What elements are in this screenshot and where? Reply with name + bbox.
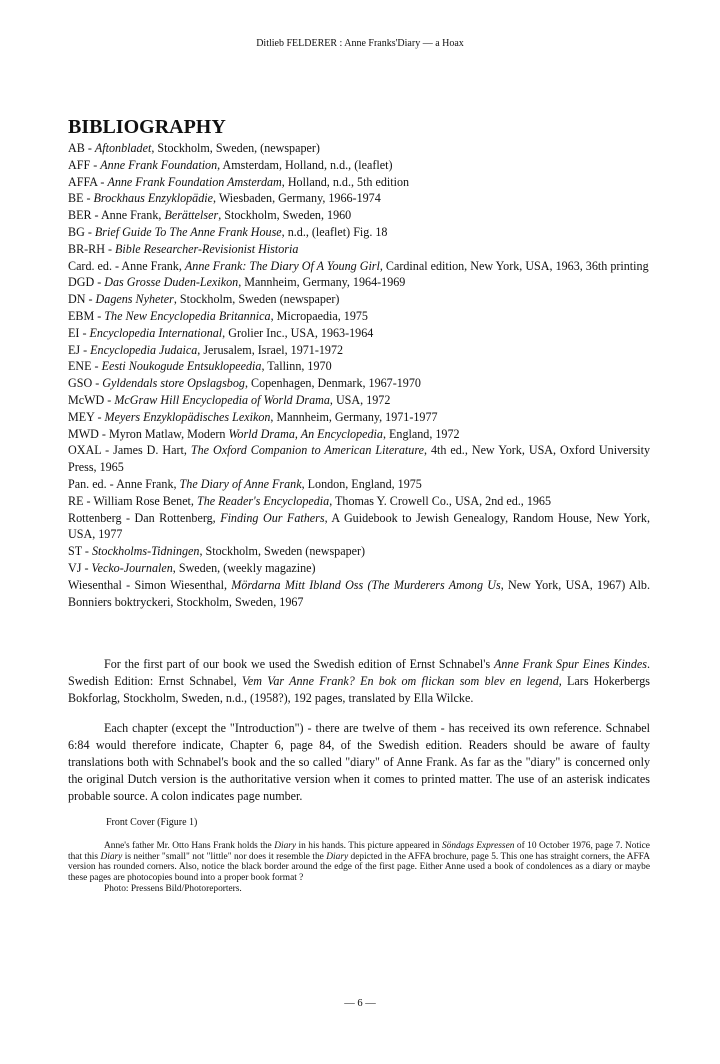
bibliography-title: BIBLIOGRAPHY	[68, 116, 226, 138]
figure-caption-block	[68, 818, 650, 895]
entry-title: Stockholms-Tidningen	[91, 544, 200, 559]
bibliography-list	[68, 140, 650, 610]
entry-abbreviation: Pan. ed.	[68, 476, 107, 491]
entry-abbreviation: OXAL	[68, 443, 102, 458]
entry-title: Brief Guide To The Anne Frank House	[94, 224, 282, 239]
entry-title: The New Encyclopedia Britannica	[104, 308, 271, 323]
bibliography-entry	[68, 157, 650, 174]
entry-separator: -	[101, 443, 114, 458]
entry-separator: -	[121, 577, 135, 592]
photo-credit: Photo: Pressens Bild/Photoreporters.	[104, 883, 242, 894]
bibliography-entry	[68, 308, 650, 325]
bibliography-entry	[68, 140, 650, 157]
entry-separator: -	[112, 258, 122, 273]
entry-separator: -	[94, 409, 105, 424]
entry-author: Simon Wiesenthal,	[134, 577, 232, 592]
bibliography-entry	[68, 560, 650, 577]
entry-details: , Tallinn, 1970	[261, 359, 332, 374]
entry-title: Eesti Noukogude Entsuklopeedia	[101, 359, 262, 374]
entry-title: McGraw Hill Encyclopedia of World Drama	[114, 392, 330, 407]
entry-separator: -	[91, 359, 102, 374]
entry-details: , Stockholm, Sweden (newspaper)	[173, 292, 340, 307]
entry-separator: -	[85, 292, 96, 307]
entry-details: , Wiesbaden, Germany, 1966-1974	[213, 191, 381, 206]
entry-abbreviation: BE	[68, 191, 84, 206]
entry-details: , A Guidebook to Jewish Genealogy, Random House, New York, USA, 1977	[68, 510, 650, 542]
bibliography-entry	[68, 426, 650, 443]
bibliography-entry	[68, 510, 650, 544]
entry-title: Gyldendals store Opslagsbog	[102, 376, 245, 391]
entry-separator: -	[106, 476, 117, 491]
entry-details: , Stockholm, Sweden, 1960	[218, 208, 352, 223]
figure-caption: Anne's father Mr. Otto Hans Frank holds the Diary in his hands. This picture appeared in Söndags Expressen of 10 October 1976, page 7. Notice that this Diary is neither "small" not "little" nor does it resemble the Diary depicted in the AFFA brochure, page 5. This one has straight corners, the AFFA version has rounded corners. Also, notice the black border around the edge of the first page. Either Anne used a book of condolences as a diary or maybe these pages are photocopies bound into a proper book format ?	[68, 840, 650, 884]
entry-details: , London, England, 1975	[301, 476, 422, 491]
entry-author: Anne Frank,	[121, 258, 185, 273]
bibliography-entry	[68, 476, 650, 493]
entry-abbreviation: AB	[68, 141, 85, 155]
entry-title: Dagens Nyheter	[95, 292, 174, 307]
entry-author: William Rose Benet,	[93, 493, 197, 508]
entry-details: , Thomas Y. Crowell Co., USA, 2nd ed., 1965	[329, 493, 552, 508]
entry-separator: -	[94, 275, 105, 290]
entry-separator: -	[79, 325, 90, 340]
entry-title: Aftonbladet	[94, 141, 152, 155]
entry-title: The Diary of Anne Frank	[179, 476, 302, 491]
bibliography-entry	[68, 392, 650, 409]
entry-details: , Mannheim, Germany, 1971-1977	[270, 409, 438, 424]
entry-abbreviation: MEY	[68, 409, 95, 424]
entry-details: , Grolier Inc., USA, 1963-1964	[222, 325, 374, 340]
bibliography-entry	[68, 442, 650, 476]
entry-abbreviation: ENE	[68, 359, 92, 374]
entry-details: , Holland, n.d., 5th edition	[281, 174, 410, 189]
entry-title: The Oxford Companion to American Literature	[190, 443, 424, 458]
entry-separator: -	[84, 141, 95, 155]
entry-details: , Amsterdam, Holland, n.d., (leaflet)	[217, 157, 393, 172]
entry-details: , n.d., (leaflet) Fig. 18	[281, 224, 388, 239]
entry-details: , Cardinal edition, New York, USA, 1963, 36th printing	[379, 258, 649, 273]
entry-details: , Jerusalem, Israel, 1971-1972	[197, 342, 344, 357]
running-head: Ditlieb FELDERER : Anne Franks'Diary — a Hoax	[256, 38, 464, 49]
bibliography-entry	[68, 241, 650, 258]
bibliography-entry	[68, 224, 650, 241]
entry-author: Myron Matlaw, Modern	[108, 426, 229, 441]
entry-author: Anne Frank,	[116, 476, 180, 491]
entry-separator: -	[121, 510, 135, 525]
entry-abbreviation: Card. ed.	[68, 258, 112, 273]
entry-details: , Sweden, (weekly magazine)	[172, 560, 316, 575]
entry-details: , Copenhagen, Denmark, 1967-1970	[244, 376, 421, 391]
bibliography-entry	[68, 375, 650, 392]
entry-details: , 4th ed., New York, USA, Oxford University Press, 1965	[68, 443, 650, 475]
entry-title: Meyers Enzyklopädisches Lexikon	[104, 409, 271, 424]
bibliography-entry	[68, 358, 650, 375]
entry-title: Mördarna Mitt Ibland Oss (The Murderers Among Us	[231, 577, 501, 592]
paragraph-sources: For the first part of our book we used the Swedish edition of Ernst Schnabel's Anne Frank Spur Eines Kindes. Swedish Edition: Ernst Schnabel, Vem Var Anne Frank? En bok om flickan som blev en legend, Lars Hokerbergs Bokforlag, Stockholm, Sweden, n.d., (1958?), 192 pages, translated by Ella Wilcke.	[68, 657, 651, 705]
entry-title: Brockhaus Enzyklopädie	[93, 191, 213, 206]
paragraph-references: Each chapter (except the "Introduction") - there are twelve of them - has received its own reference. Schnabel 6:84 would therefore indicate, Chapter 6, page 84, of the Swedish edition. Readers should be aware of faulty translations both with Schnabel's book and the so called "diary" of Anne Frank. As far as the "diary" is concerned only the original Dutch version is the authoritative version when it comes to printed matter. The use of an asterisk indicates probable source. A colon indicates page number.	[68, 721, 650, 803]
entry-separator: -	[104, 392, 115, 407]
entry-author: Anne Frank,	[100, 208, 165, 223]
bibliography-entry	[68, 577, 650, 611]
entry-title: Encyclopedia Judaica	[90, 342, 198, 357]
body-text	[68, 656, 650, 818]
entry-title: World Drama, An Encyclopedia	[228, 426, 383, 441]
entry-abbreviation: VJ	[68, 560, 82, 575]
bibliography-entry	[68, 174, 650, 191]
entry-author: James D. Hart,	[113, 443, 191, 458]
bibliography-entry	[68, 342, 650, 359]
page-number: — 6 —	[344, 998, 376, 1009]
entry-separator: -	[84, 224, 95, 239]
entry-abbreviation: AFFA	[68, 174, 98, 189]
entry-separator: -	[81, 560, 92, 575]
bibliography-entry	[68, 258, 650, 275]
entry-details: , USA, 1972	[329, 392, 391, 407]
entry-abbreviation: Wiesenthal	[68, 577, 122, 592]
entry-abbreviation: ST	[68, 544, 82, 559]
bibliography-entry	[68, 190, 650, 207]
entry-separator: -	[80, 342, 91, 357]
entry-abbreviation: BR-RH	[68, 241, 105, 256]
entry-abbreviation: EBM	[68, 308, 95, 323]
bibliography-entry	[68, 274, 650, 291]
entry-abbreviation: EJ	[68, 342, 81, 357]
entry-title: Anne Frank Foundation	[100, 157, 218, 172]
entry-separator: -	[94, 308, 105, 323]
entry-title: Berättelser	[164, 208, 219, 223]
entry-abbreviation: McWD	[68, 392, 105, 407]
bibliography-entry	[68, 325, 650, 342]
bibliography-entry	[68, 409, 650, 426]
bibliography-entry	[68, 543, 650, 560]
entry-abbreviation: DGD	[68, 275, 95, 290]
entry-separator: -	[90, 157, 101, 172]
entry-abbreviation: MWD	[68, 426, 99, 441]
entry-title: Anne Frank Foundation Amsterdam	[107, 174, 282, 189]
entry-author: Dan Rottenberg,	[134, 510, 221, 525]
entry-separator: -	[92, 376, 103, 391]
bibliography-entry	[68, 207, 650, 224]
entry-title: Anne Frank: The Diary Of A Young Girl	[184, 258, 380, 273]
entry-title: Das Grosse Duden-Lexikon	[104, 275, 239, 290]
entry-abbreviation: AFF	[68, 157, 91, 172]
entry-separator: -	[81, 544, 92, 559]
entry-details: , Micropaedia, 1975	[270, 308, 368, 323]
entry-abbreviation: DN	[68, 292, 86, 307]
entry-abbreviation: BER	[68, 208, 92, 223]
entry-title: Vecko-Journalen	[91, 560, 173, 575]
entry-details: , New York, USA, 1967) Alb. Bonniers boktryckeri, Stockholm, Sweden, 1967	[68, 577, 651, 609]
entry-title: Encyclopedia International	[89, 325, 223, 340]
entry-abbreviation: GSO	[68, 376, 93, 391]
entry-abbreviation: BG	[68, 224, 85, 239]
entry-abbreviation: EI	[68, 325, 80, 340]
entry-separator: -	[83, 191, 94, 206]
bibliography-entry	[68, 291, 650, 308]
entry-details: , Stockholm, Sweden, (newspaper)	[151, 141, 320, 155]
entry-abbreviation: RE	[68, 493, 84, 508]
entry-title: Bible Researcher-Revisionist Historia	[115, 241, 299, 256]
bibliography-entry	[68, 493, 650, 510]
entry-title: Finding Our Fathers	[220, 510, 325, 525]
entry-separator: -	[98, 426, 109, 441]
entry-abbreviation: Rottenberg	[68, 510, 122, 525]
entry-details: , Mannheim, Germany, 1964-1969	[238, 275, 406, 290]
entry-separator: -	[83, 493, 94, 508]
entry-separator: -	[91, 208, 101, 223]
entry-details: , Stockholm, Sweden (newspaper)	[199, 544, 366, 559]
entry-separator: -	[97, 174, 108, 189]
entry-title: The Reader's Encyclopedia	[196, 493, 330, 508]
figure-label: Front Cover (Figure 1)	[106, 817, 198, 828]
entry-separator: -	[104, 241, 116, 256]
entry-details: , England, 1972	[382, 426, 460, 441]
